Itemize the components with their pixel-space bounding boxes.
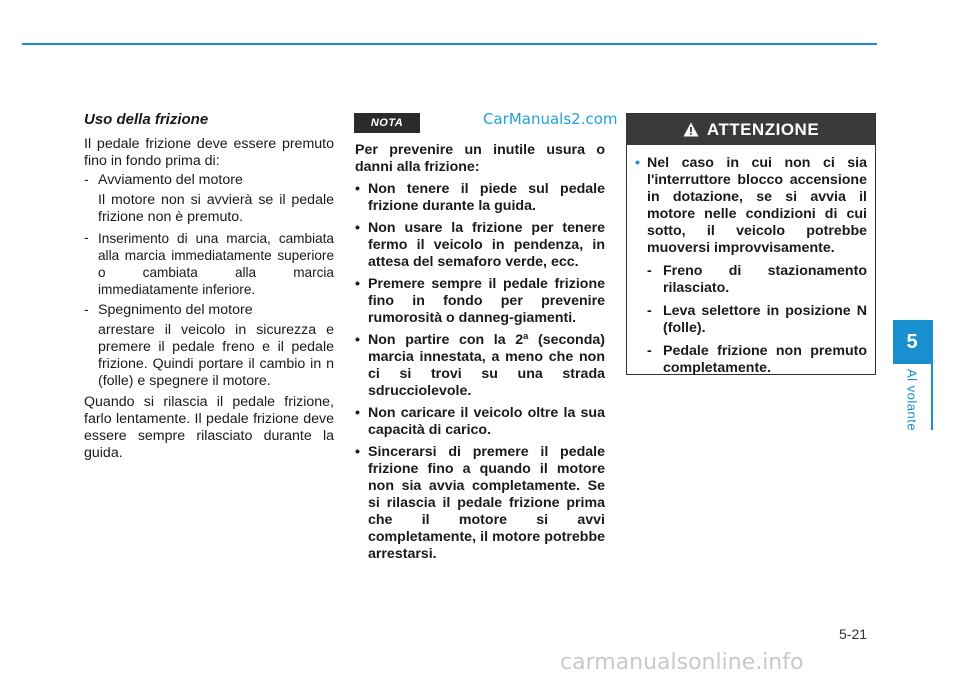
list-item: [84, 230, 334, 298]
note-intro: Per prevenire un inutile usura o danni alla frizione:: [355, 142, 605, 175]
warning-bullet: [635, 155, 867, 257]
intro-text: Il pedale frizione deve essere premuto fino in fondo prima di:: [84, 136, 334, 169]
top-rule: [22, 43, 877, 45]
dash-marker: -: [84, 230, 89, 246]
warning-item-text: Leva selettore in posizione N (folle).: [663, 303, 867, 336]
bullet-item: [355, 444, 605, 563]
warning-item: [635, 303, 867, 337]
outro-text: Quando si rilascia il pedale frizione, farlo lentamente. Il pedale frizione deve essere sempre rilasciato durante la guida.: [84, 394, 334, 461]
chapter-label: Al volante: [904, 368, 920, 432]
dash-marker: -: [647, 303, 652, 319]
footer-watermark: carmanualsonline.info: [560, 650, 804, 675]
nota-badge: NOTA: [354, 113, 420, 133]
bullet-item: [355, 220, 605, 271]
warning-item-text: Freno di stazionamento rilasciato.: [663, 263, 867, 296]
bullet-text: Non usare la frizione per tenere fermo il veicolo in pendenza, in attesa del semaforo verde, ecc.: [368, 220, 605, 270]
bullet-text: Non partire con la 2ª (seconda) marcia innestata, a meno che non ci si trovi su una strada sdrucciolevole.: [368, 332, 605, 399]
column-2: [355, 142, 605, 563]
bullet-icon: •: [355, 181, 360, 197]
bullet-icon: •: [355, 220, 360, 236]
bullet-icon: •: [635, 155, 640, 171]
bullet-text: Non caricare il veicolo oltre la sua capacità di carico.: [368, 405, 605, 438]
warning-item: [635, 343, 867, 377]
bullet-icon: •: [355, 405, 360, 421]
section-heading: Uso della frizione: [84, 111, 209, 128]
warning-box: [626, 113, 876, 375]
bullet-text: Non tenere il piede sul pedale frizione durante la guida.: [368, 181, 605, 214]
list-item-title: Avviamento del motore: [98, 172, 243, 188]
dash-marker: -: [647, 263, 652, 279]
bullet-item: [355, 276, 605, 327]
warning-body: [627, 145, 875, 377]
watermark: CarManuals2.com: [483, 110, 618, 128]
dash-marker: -: [84, 172, 89, 188]
column-1: [84, 111, 334, 462]
list-item: [84, 172, 334, 189]
bullet-icon: •: [355, 332, 360, 348]
page-number: 5-21: [839, 626, 868, 642]
bullet-text: Premere sempre il pedale frizione fino in fondo per prevenire rumorosità o danneg-giamenti.: [368, 276, 605, 326]
list-item: [84, 302, 334, 319]
dash-marker: -: [647, 343, 652, 359]
dash-marker: -: [84, 302, 89, 318]
warning-item: [635, 263, 867, 297]
bullet-item: [355, 181, 605, 215]
bullet-icon: •: [355, 276, 360, 292]
warning-header: [627, 114, 875, 145]
bullet-text: Sincerarsi di premere il pedale frizione fino a quando il motore non sia avvia completamente. Se si rilascia il pedale frizione prima che il motore si avvi completamente, il motore potrebbe arrestarsi.: [368, 444, 605, 562]
chapter-tab: 5: [893, 320, 931, 364]
bullet-item: [355, 405, 605, 439]
list-item-desc: Il motore non si avvierà se il pedale frizione non è premuto.: [98, 192, 334, 225]
list-item-title: Inserimento di una marcia, cambiata alla marcia immediatamente superiore o cambiata alla marcia immediatamente inferiore.: [98, 231, 334, 297]
warning-triangle-icon: [683, 122, 699, 137]
chapter-side-rule: [931, 320, 933, 430]
bullet-icon: •: [355, 444, 360, 460]
list-item-desc: arrestare il veicolo in sicurezza e premere il pedale freno e il pedale frizione. Quindi portare il cambio in n (folle) e spegnere il motore.: [98, 322, 334, 389]
list-item-title: Spegnimento del motore: [98, 302, 253, 318]
warning-title: ATTENZIONE: [706, 119, 820, 139]
warning-item-text: Pedale frizione non premuto completamente.: [663, 343, 867, 376]
bullet-item: [355, 332, 605, 400]
warning-bullet-text: Nel caso in cui non ci sia l'interruttore blocco accensione in dotazione, se si avvia il motore nelle condizioni di cui sotto, il veicolo potrebbe muoversi improvvisamente.: [647, 155, 867, 256]
